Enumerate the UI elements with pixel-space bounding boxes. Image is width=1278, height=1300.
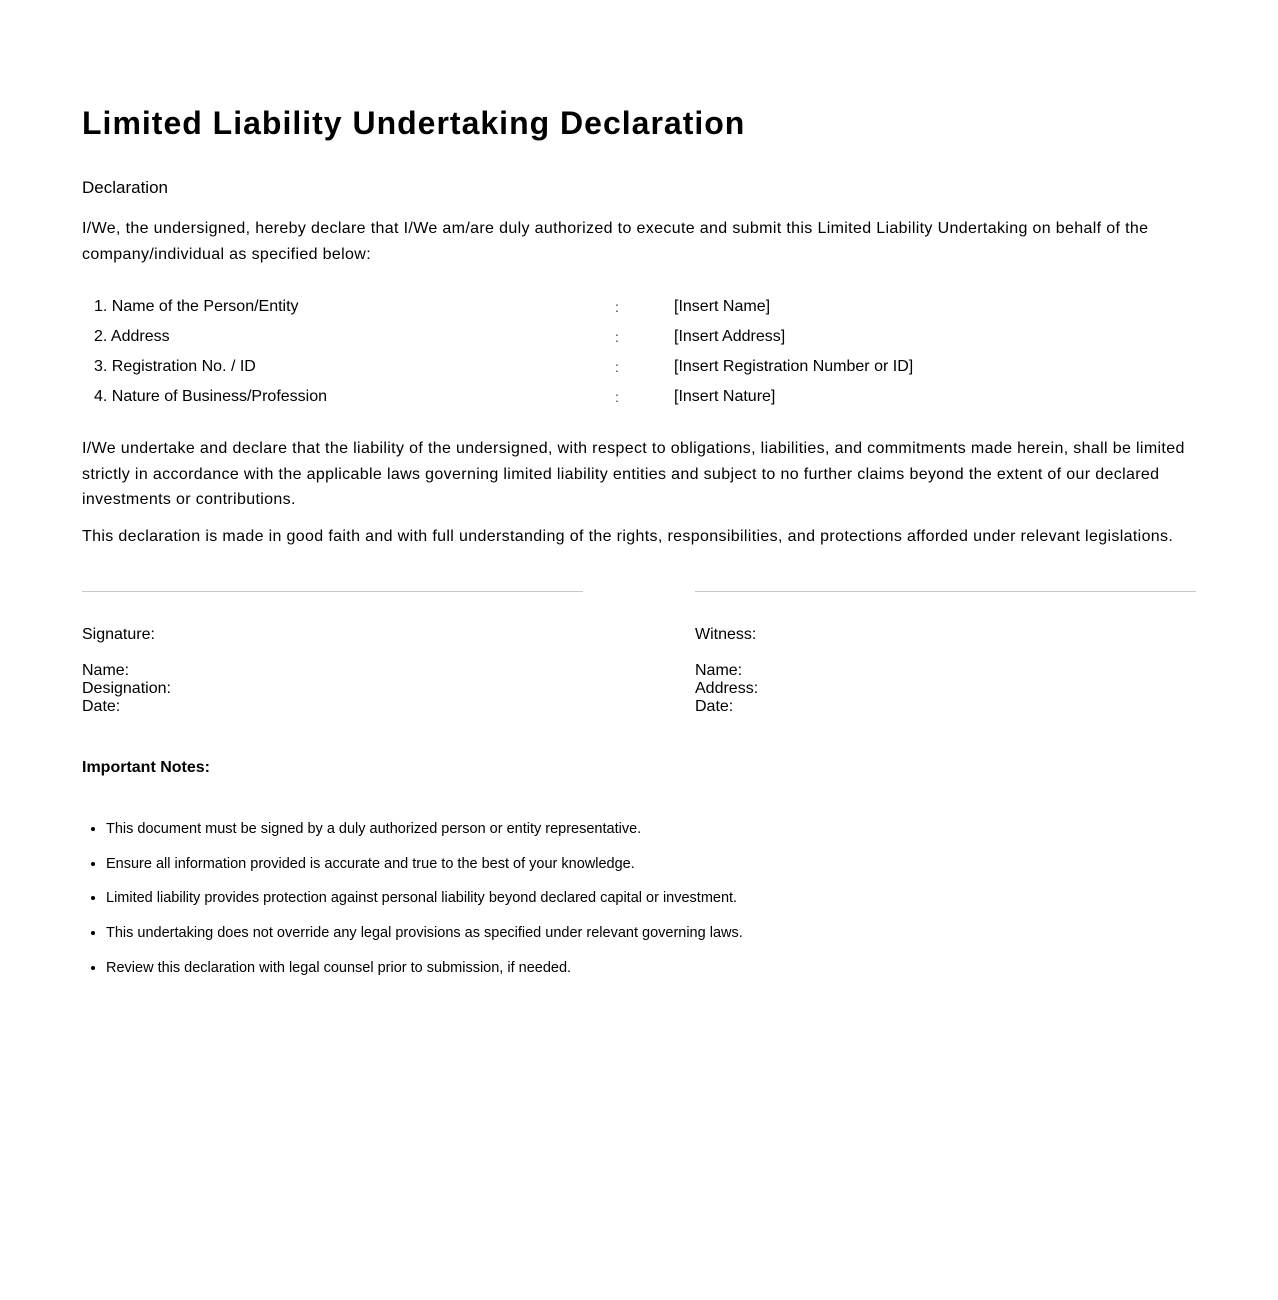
undertaking-paragraph: I/We undertake and declare that the liability of the undersigned, with respect to obligations, liabilities, and commitments made herein, shall be limited strictly in accordance with the applicable laws governing limited liability entities and subject to no further claims beyond the extent of our declared investments or contributions. xyxy=(82,440,1185,508)
detail-label: 3. Registration No. / ID xyxy=(94,358,256,375)
list-item: • This undertaking does not override any legal provisions as specified under relevant governing laws. xyxy=(106,923,743,958)
signature-heading: Signature: xyxy=(82,626,155,643)
detail-value: [Insert Nature] xyxy=(674,388,776,405)
detail-value: [Insert Name] xyxy=(674,298,771,315)
document-title: Limited Liability Undertaking Declaration xyxy=(82,105,746,141)
detail-row-nature xyxy=(82,382,1196,412)
witness-block xyxy=(695,626,1095,716)
list-item: • This document must be signed by a duly authorized person or entity representative. xyxy=(106,819,743,854)
detail-label: 1. Name of the Person/Entity xyxy=(94,298,299,315)
list-item: • Ensure all information provided is accurate and true to the best of your knowledge. xyxy=(106,854,743,889)
intro-paragraph: I/We, the undersigned, hereby declare that I/We am/are duly authorized to execute and submit this Limited Liability Undertaking on behalf of the company/individual as specified below: xyxy=(82,220,1149,263)
detail-row-registration xyxy=(82,352,1196,382)
signature-line xyxy=(82,591,583,592)
detail-colon: : xyxy=(615,359,619,375)
witness-heading: Witness: xyxy=(695,626,757,643)
detail-value: [Insert Address] xyxy=(674,328,786,345)
detail-colon: : xyxy=(615,329,619,345)
signature-block xyxy=(82,626,482,716)
signature-designation-field: Designation: xyxy=(82,680,171,697)
witness-name-field: Name: xyxy=(695,662,743,679)
notes-list xyxy=(82,819,743,992)
detail-row-address xyxy=(82,322,1196,352)
good-faith-paragraph: This declaration is made in good faith and with full understanding of the rights, responsibilities, and protections afforded under relevant legislations. xyxy=(82,528,1174,545)
detail-label: 4. Nature of Business/Profession xyxy=(94,388,328,405)
section-heading: Declaration xyxy=(82,178,168,197)
list-item: • Limited liability provides protection against personal liability beyond declared capital or investment. xyxy=(106,888,743,923)
notes-heading: Important Notes: xyxy=(82,759,210,776)
witness-address-field: Address: xyxy=(695,680,759,697)
detail-colon: : xyxy=(615,389,619,405)
detail-row-name xyxy=(82,292,1196,322)
detail-value: [Insert Registration Number or ID] xyxy=(674,358,914,375)
witness-date-field: Date: xyxy=(695,698,734,715)
detail-label: 2. Address xyxy=(94,328,170,345)
detail-colon: : xyxy=(615,299,619,315)
list-item: • Review this declaration with legal counsel prior to submission, if needed. xyxy=(106,958,743,993)
signature-name-field: Name: xyxy=(82,662,130,679)
witness-line xyxy=(695,591,1196,592)
signature-date-field: Date: xyxy=(82,698,121,715)
details-list xyxy=(82,292,1196,412)
